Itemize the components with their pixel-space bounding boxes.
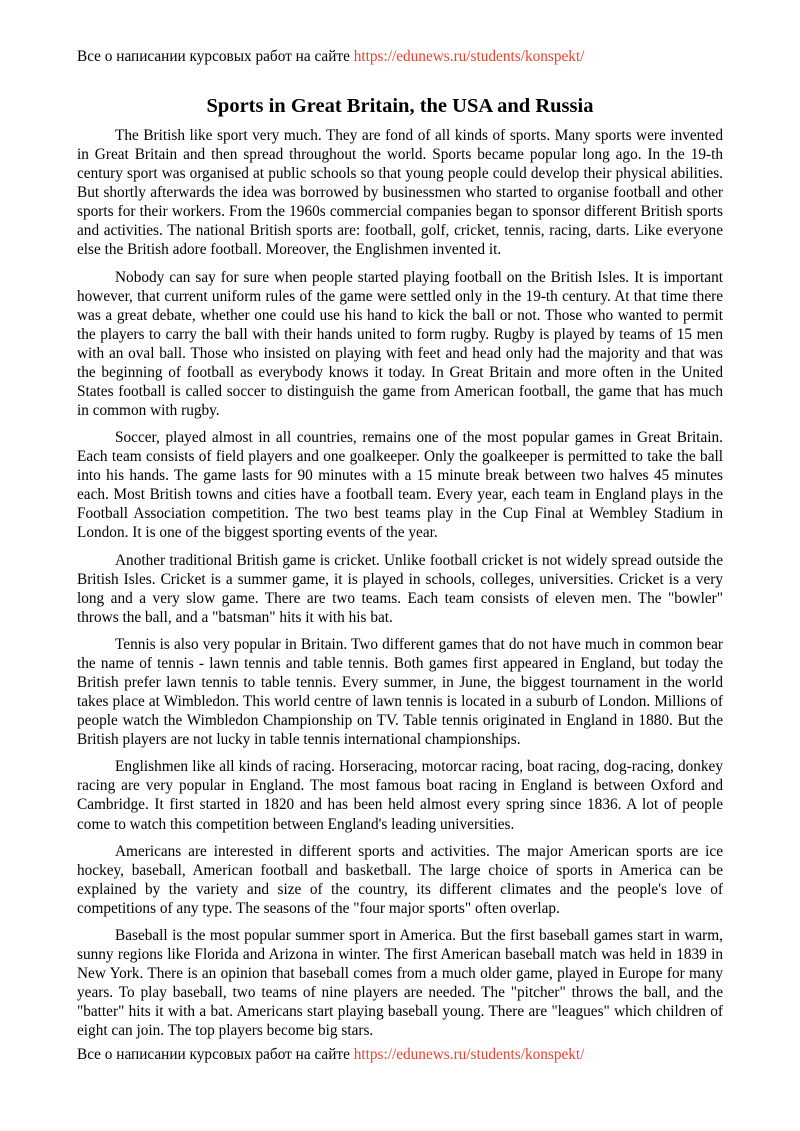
paragraph-british-sports: The British like sport very much. They are fond of all kinds of sports. Many sports were invented in Great Britain and then spread throughout the world. Sports became popular long ago. In the 19-th century sport was organised at public schools so that young people could develop their physical abilities. But shortly afterwards the idea was borrowed by businessmen who started to organise football and other sports for their workers. From the 1960s commercial companies began to sponsor different British sports and activities. The national British sports are: football, golf, cricket, tennis, racing, darts. Like everyone else the British adore football. Moreover, the Englishmen invented it. <box>77 127 723 259</box>
paragraph-soccer: Soccer, played almost in all countries, remains one of the most popular games in Great Britain. Each team consists of field players and one goalkeeper. Only the goalkeeper is permitted to take the ball into his hands. The game lasts for 90 minutes with a 15 minute break between two halves 45 minutes each. Most British towns and cities have a football team. Every year, each team in England plays in the Football Association competition. The two best teams play in the Cup Final at Wembley Stadium in London. It is one of the biggest sporting events of the year. <box>77 429 723 542</box>
page-header <box>77 47 584 66</box>
paragraph-tennis: Tennis is also very popular in Britain. Two different games that do not have much in common bear the name of tennis - lawn tennis and table tennis. Both games first appeared in England, but today the British prefer lawn tennis to table tennis. Every summer, in June, the biggest tournament in the world takes place at Wimbledon. This world centre of lawn tennis is located in a suburb of London. Millions of people watch the Wimbledon Championship on TV. Table tennis originated in England in 1880. But the British players are not lucky in table tennis international championships. <box>77 635 723 749</box>
page-footer <box>77 1045 584 1064</box>
paragraph-baseball: Baseball is the most popular summer sport in America. But the first baseball games start in warm, sunny regions like Florida and Arizona in winter. The first American baseball match was held in 1839 in New York. There is an opinion that baseball comes from a much older game, played in Europe for many years. To play baseball, two teams of nine players are needed. The "pitcher" throws the ball, and the "batter" hits it with a bat. Americans start playing baseball young. There are "leagues" which children of eight can join. The top players become big stars. <box>77 927 723 1040</box>
footer-link[interactable]: https://edunews.ru/students/konspekt/ <box>353 1046 585 1063</box>
header-link[interactable]: https://edunews.ru/students/konspekt/ <box>353 48 585 65</box>
document-body <box>77 126 723 1049</box>
footer-text: Все о написании курсовых работ на сайте <box>77 1046 354 1063</box>
paragraph-football-history: Nobody can say for sure when people started playing football on the British Isles. It is important however, that current uniform rules of the game were settled only in the 19-th century. At that time there was a great debate, whether one could use his hand to kick the ball or not. Those who wanted to permit the players to carry the ball with their hands united to form rugby. Rugby is played by teams of 15 men with an oval ball. Those who insisted on playing with feet and head only had the majority and that was the beginning of football as everybody knows it today. In Great Britain and more often in the United States football is called soccer to distinguish the game from American football, the game that has much in common with rugby. <box>77 268 723 419</box>
header-text: Все о написании курсовых работ на сайте <box>77 48 354 65</box>
paragraph-american-sports: Americans are interested in different sports and activities. The major American sports are ice hockey, baseball, American football and basketball. The large choice of sports in America can be explained by the variety and size of the country, its different climates and the people's love of competitions of any type. The seasons of the "four major sports" often overlap. <box>77 842 723 917</box>
paragraph-cricket: Another traditional British game is cricket. Unlike football cricket is not widely spread outside the British Isles. Cricket is a summer game, it is played in schools, colleges, universities. Cricket is a very long and a very slow game. There are two teams. Each team consists of eleven men. The "bowler" throws the ball, and a "batsman" hits it with his bat. <box>77 551 723 626</box>
paragraph-racing: Englishmen like all kinds of racing. Horseracing, motorcar racing, boat racing, dog-racing, donkey racing are very popular in England. The most famous boat racing in England is between Oxford and Cambridge. It first started in 1820 and has been held almost every spring since 1836. A lot of people come to watch this competition between England's leading universities. <box>77 758 723 833</box>
document-title: Sports in Great Britain, the USA and Russia <box>206 95 594 117</box>
